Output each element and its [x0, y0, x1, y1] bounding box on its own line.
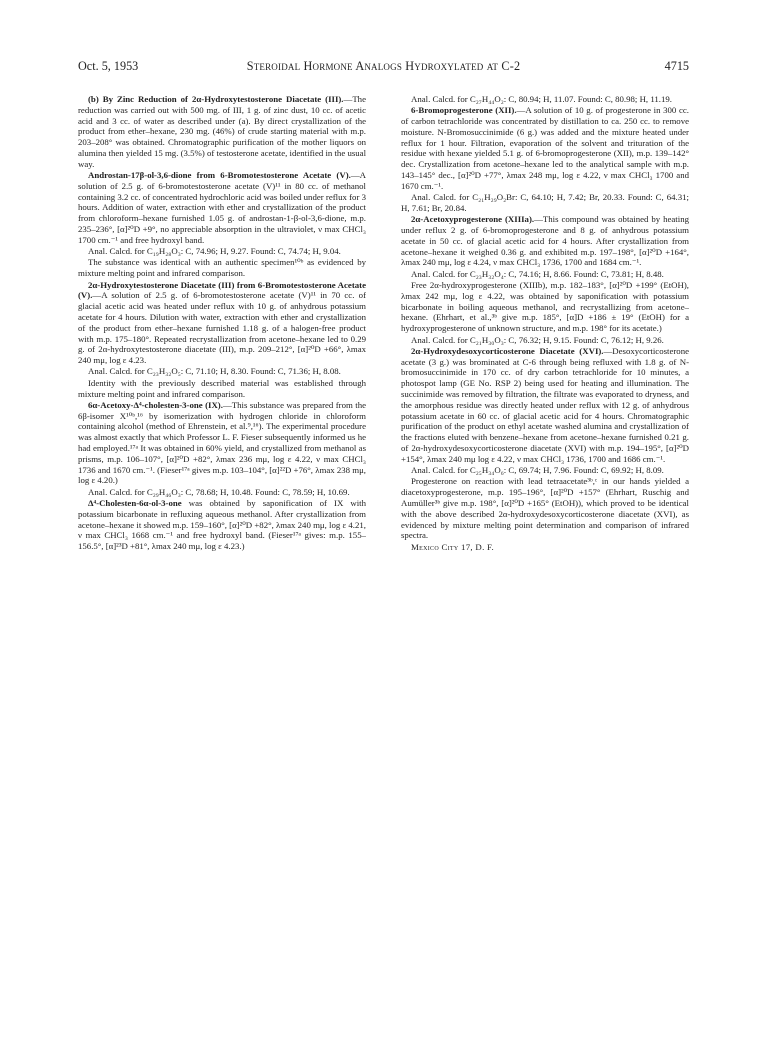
- section-heading: 2α-Hydroxytestosterone Diacetate (III) from 6-Bromotestosterone Acetate (V).: [78, 279, 366, 301]
- author-location: Mexico City 17, D. F.: [411, 541, 495, 552]
- paragraph-text: Anal. Calcd. for C₂₅H₃₄O₆: C, 69.74; H, 7.96. Found: C, 69.92; H, 8.09.: [411, 465, 664, 476]
- paragraph-text: —The reduction was carried out with 500 mg. of III, 1 g. of zinc dust, 10 cc. of acetic acid and 3 cc. of water as described under (a). By direct crystallization of the product from ether–hexane, 230 mg. (46%) of crude starting material with m.p. 203–208° was obtained. Chromatographic purification of the mother liquors on alumina then yielded 15 mg. (3.5%) of testosterone acetate, identified in the usual way.: [78, 94, 366, 169]
- section-heading: 2α-Acetoxyprogesterone (XIIIa).: [411, 214, 535, 225]
- paragraph: [401, 105, 689, 191]
- paragraph: [401, 269, 689, 280]
- paragraph-text: The substance was identical with an authentic specimen¹⁰ᵇ as evidenced by mixture melting point and infrared comparison.: [78, 257, 366, 279]
- paragraph: [401, 346, 689, 465]
- paragraph: [78, 378, 366, 400]
- section-heading: Androstan-17β-ol-3,6-dione from 6-Bromotestosterone Acetate (V).: [88, 170, 351, 181]
- paragraph: [78, 498, 366, 552]
- left-column: [78, 94, 366, 698]
- paragraph-text: Anal. Calcd. for C₂₇H₄₄O₂: C, 80.94; H, 11.07. Found: C, 80.98; H, 11.19.: [411, 94, 672, 104]
- paragraph-text: Identity with the previously described material was established through mixture melting point and infrared comparison.: [78, 377, 366, 399]
- paragraph-text: Anal. Calcd. for C₂₁H₃₀O₃: C, 76.32; H, 9.15. Found: C, 76.12; H, 9.26.: [411, 334, 664, 345]
- paragraph-text: —A solution of 2.5 g. of 6-bromotestosterone acetate (V)¹¹ in 80 cc. of methanol containing 3.2 cc. of concentrated hydrochloric acid was boiled under reflux for 3 hours. Addition of water, extraction with ether and crystallization of the product from chloroform–hexane furnished 1.05 g. of androstan-1-β-ol-3,6-dione, m.p. 235–236°, [α]²⁰D +9°, no appreciable absorption in the ultraviolet, ν max CHCl₃ 1700 cm.⁻¹ and free hydroxyl band.: [78, 170, 366, 245]
- paragraph-text: —A solution of 2.5 g. of 6-bromotestosterone acetate (V)¹¹ in 70 cc. of glacial acetic acid was heated under reflux with 10 g. of anhydrous potassium acetate for 4 hours. Dilution with water, extraction with ether and crystallization of the product from ether–hexane furnished 1.18 g. of a halogen-free product with m.p. 175–180°. Repeated recrystallization from acetone–hexane led to 0.29 g. of 2α-hydroxytestosterone diacetate (III), m.p. 209–212°, [α]²⁰D +66°, λmax 240 mμ, log ε 4.23.: [78, 290, 366, 366]
- section-heading: 2α-Hydroxydesoxycorticosterone Diacetate (XVI).: [411, 345, 604, 356]
- paragraph: [401, 192, 689, 214]
- paragraph: [401, 465, 689, 476]
- paragraph-text: Progesterone on reaction with lead tetraacetate³ᵇ,ᶜ in our hands yielded a diacetoxyprogesterone, m.p. 195–196°, [α]²⁰D +157° (Ehrhart, Ruschig and Aumüller³ᵇ give m.p. 198°, [α]²⁰D +165° (EtOH)), which proved to be identical with the above described 2α-hydroxydesoxycorticosterone diacetate (XVI), as evidenced by mixture melting point determination and comparison of infrared spectra.: [401, 476, 689, 541]
- right-column: [401, 94, 689, 698]
- paragraph-text: —This compound was obtained by heating under reflux 2 g. of 6-bromoprogesterone and 8 g. of anhydrous potassium acetate in 50 cc. of glacial acetic acid for 4 hours. After crystallization from acetone–hexane it weighed 0.36 g. and exhibited m.p. 197–198°, [α]²⁰D +164°, λmax 240 mμ, log ε 4.24, ν max CHCl₃ 1736, 1700 and 1684 cm.⁻¹.: [401, 214, 689, 268]
- paragraph-text: —This substance was prepared from the 6β-isomer X¹⁰ᵇ,¹⁶ by isomerization with hydrogen chloride in chloroform containing alcohol (method of Ehrenstein, et al.⁹,¹⁶). The experimental procedure was almost exactly that which Professor L. F. Fieser subsequently informed us he had employed.¹⁷ᵃ It was obtained in 60% yield, and crystallized from methanol as prisms, m.p. 106–107°, [α]²⁰D +82°, λmax 236 mμ, log ε 4.22, ν max CHCl₃ 1736 and 1670 cm.⁻¹. (Fieser¹⁷ᵃ gives m.p. 103–104°, [α]²²D +76°, λmax 238 mμ, log ε 4.20.): [78, 399, 366, 486]
- paragraph: [401, 335, 689, 346]
- paragraph: [78, 280, 366, 366]
- section-heading: 6α-Acetoxy-Δ⁴-cholesten-3-one (IX).: [88, 399, 223, 410]
- running-title: Steroidal Hormone Analogs Hydroxylated at C-2: [246, 59, 521, 73]
- paragraph: [78, 257, 366, 279]
- page-number: 4715: [664, 59, 689, 73]
- section-heading: 6-Bromoprogesterone (XII).: [411, 105, 517, 116]
- paragraph: [78, 400, 366, 486]
- running-head: [78, 58, 689, 74]
- paragraph-text: was obtained by saponification of IX with potassium bicarbonate in refluxing aqueous methanol. After crystallization from acetone–hexane it showed m.p. 159–160°, [α]²⁰D +82°, λmax 240 mμ, log ε 4.21, ν max CHCl₃ 1668 cm.⁻¹ and free hydroxyl band. (Fieser¹⁷ᵃ gives: m.p. 155–156.5°, [α]²³D +81°, λmax 240 mμ, log ε 4.23.): [78, 497, 366, 552]
- paragraph: [401, 476, 689, 541]
- paragraph: [78, 366, 366, 377]
- paragraph-text: —A solution of 10 g. of progesterone in 300 cc. of carbon tetrachloride was concentrated by distillation to ca. 250 cc. to remove moisture. N-Bromosuccinimide (6 g.) was added and the mixture heated under reflux for 1 hour. Filtration, evaporation of the solvent and trituration of the residue with hexane yielded 5.1 g. of 6-bromoprogesterone (XII), m.p. 139–142° dec. Crystallization from acetone–hexane led to the analytical sample with m.p. 143–145° dec., [α]²⁰D +77°, λmax 248 mμ, log ε 4.22, ν max CHCl₃ 1700 and 1670 cm.⁻¹.: [401, 105, 689, 191]
- paragraph-text: Anal. Calcd. for C₂₉H₄₆O₃: C, 78.68; H, 10.48. Found: C, 78.59; H, 10.69.: [88, 486, 350, 497]
- paragraph: [78, 94, 366, 170]
- paragraph: [401, 94, 689, 105]
- issue-date: Oct. 5, 1953: [78, 59, 139, 73]
- paragraph-text: Anal. Calcd. for C₁₉H₂₈O₃: C, 74.96; H, 9.27. Found: C, 74.74; H, 9.04.: [88, 246, 341, 257]
- paragraph: [78, 487, 366, 498]
- paragraph: [78, 246, 366, 257]
- paragraph: [401, 280, 689, 334]
- paragraph: [78, 170, 366, 246]
- section-heading: Δ⁴-Cholesten-6α-ol-3-one: [88, 497, 182, 508]
- paragraph-text: Anal. Calcd. for C₂₃H₃₂O₄: C, 74.16; H, 8.66. Found: C, 73.81; H, 8.48.: [411, 268, 664, 279]
- paragraph: [401, 214, 689, 268]
- paragraph-text: —Desoxycorticosterone acetate (3 g.) was brominated at C-6 through being refluxed with 1.8 g. of N-bromosuccinimide in 170 cc. of dry carbon tetrachloride for 10 minutes, a photospot lamp (GE No. RSP 2) being used for heating and illumination. The succinimide was removed by filtration, the filtrate was evaporated to dryness, and the amorphous residue was directly heated under reflux with 12 g. of anhydrous potassium acetate in 60 cc. of glacial acetic acid for 4 hours. Chromatographic purification of the product on ethyl acetate washed alumina and crystallization of the fractions eluted with benzene–hexane from acetone–hexane furnished 0.21 g. of 2α-hydroxydesoxycorticosterone diacetate (XVI) with m.p. 194–195°, [α]²⁰D +154°, λmax 240 mμ log ε 4.22, ν max CHCl₃ 1736, 1700 and 1686 cm.⁻¹.: [401, 345, 689, 464]
- paragraph-text: Free 2α-hydroxyprogesterone (XIIIb), m.p. 182–183°, [α]²⁰D +199° (EtOH), λmax 242 mμ, log ε 4.22, was obtained by saponification with potassium bicarbonate in boiling aqueous methanol, and recrystallizing from acetone–hexane. (Ehrhart, et al.,³ᵇ give m.p. 185°, [α]D +186 ± 19° (EtOH) for a hydroxyprogesterone of unknown structure, and m.p. 198° for its acetate.): [401, 280, 689, 334]
- section-heading: (b) By Zinc Reduction of 2α-Hydroxytestosterone Diacetate (III).: [88, 94, 344, 104]
- paragraph-text: Anal. Calcd. for C₂₃H₃₂O₅: C, 71.10; H, 8.30. Found: C, 71.36; H, 8.08.: [88, 366, 341, 377]
- paragraph-text: Anal. Calcd. for C₂₁H₂₉O₂Br: C, 64.10; H, 7.42; Br, 20.33. Found: C, 64.31; H, 7.61; Br, 20.84.: [401, 192, 689, 213]
